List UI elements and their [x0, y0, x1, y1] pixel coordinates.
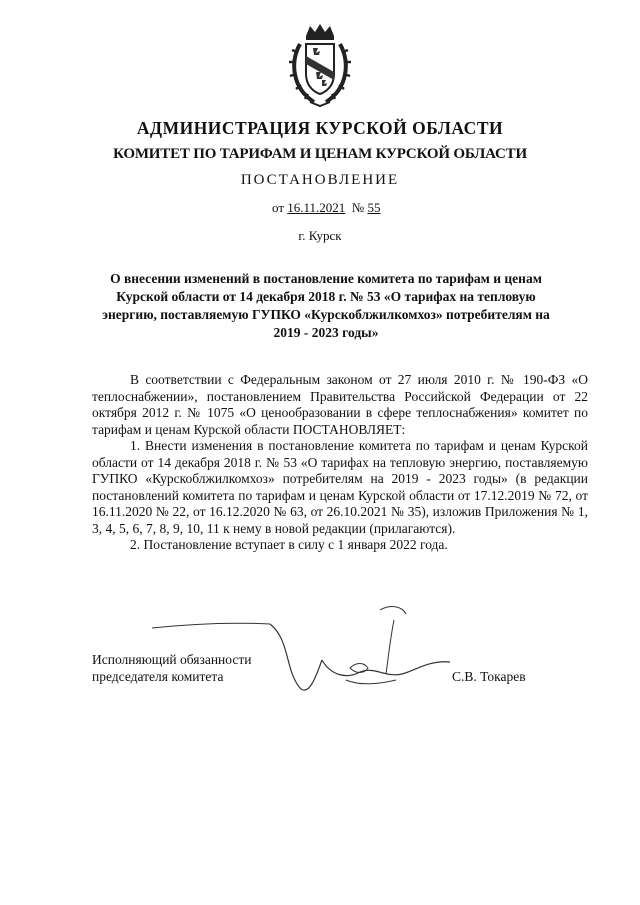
signatory-name: С.В. Токарев [452, 669, 526, 684]
item-1-paragraph: 1. Внести изменения в постановление комитета по тарифам и ценам Курской области от 14 декабря 2018 г. № 53 «О тарифах на тепловую энергию, поставляемую ГУПКО «Курскоблжилкомхоз» потребителям на 2019 - 2023 годы» (в редакции постановлений комитета по тарифам и ценам Курской области от 17.12.2019 № 72, от 16.11.2020 № 22, от 16.12.2020 № 63, от 26.10.2021 № 35), изложив Приложения № 1, 3, 4, 5, 6, 7, 8, 9, 10, 11 к нему в новой редакции (прилагаются). [92, 438, 588, 536]
document-subject: О внесении изменений в постановление комитета по тарифам и ценам Курской области от 14 декабря 2018 г. № 53 «О тарифах на тепловую энергию, поставляемую ГУПКО «Курскоблжилкомхоз» потребителям на 2019 - 2023 годы» [102, 271, 550, 340]
dateline [272, 200, 380, 216]
dateline-prefix: от [272, 200, 285, 215]
document-date: 16.11.2021 [287, 200, 346, 215]
item-2-paragraph: 2. Постановление вступает в силу с 1 января 2022 года. [130, 537, 448, 552]
handwritten-signature-icon [150, 600, 460, 710]
preamble-paragraph: В соответствии с Федеральным законом от 27 июля 2010 г. № 190-ФЗ «О теплоснабжении», постановлением Правительства Российской Федерации от 22 октября 2012 г. № 1075 «О ценообразовании в сфере теплоснабжения» комитет по тарифам и ценам Курской области ПОСТАНОВЛЯЕТ: [92, 372, 588, 437]
signatory-title-line-2: председателя комитета [92, 668, 224, 684]
committee-heading: КОМИТЕТ ПО ТАРИФАМ И ЦЕНАМ КУРСКОЙ ОБЛАСТИ [113, 146, 527, 162]
document-body [92, 372, 588, 554]
number-sign: № [351, 200, 365, 215]
document-type-heading: ПОСТАНОВЛЕНИЕ [240, 172, 400, 188]
administration-heading: АДМИНИСТРАЦИЯ КУРСКОЙ ОБЛАСТИ [136, 118, 504, 138]
kursk-coat-of-arms-icon [288, 22, 352, 108]
document-number: 55 [367, 200, 381, 215]
city: г. Курск [298, 228, 342, 243]
signatory-title-line-1: Исполняющий обязанности [92, 652, 252, 667]
